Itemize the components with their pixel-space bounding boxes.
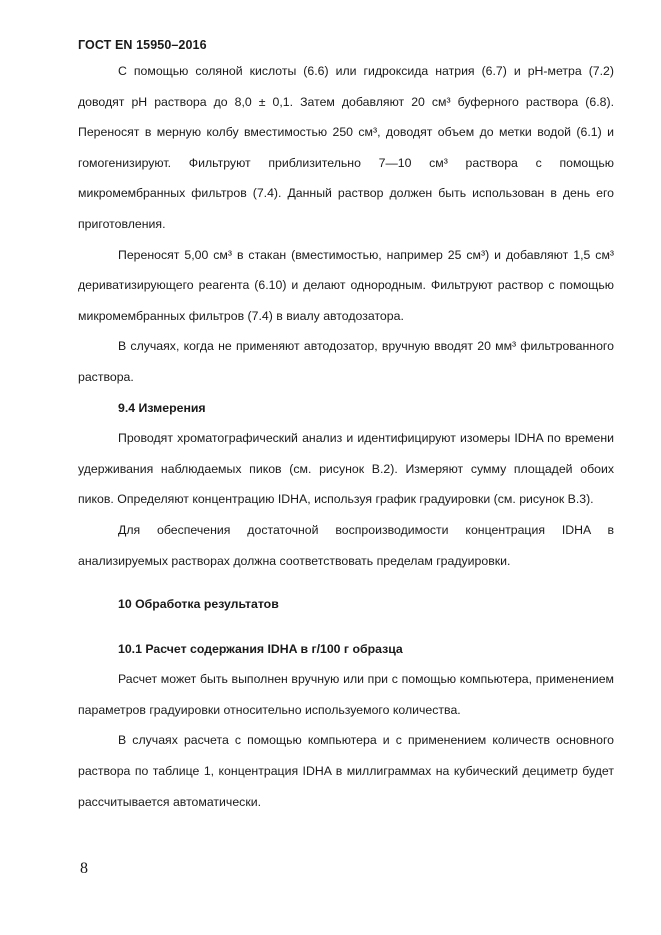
document-body (78, 56, 614, 817)
paragraph-manual-injection: В случаях, когда не применяют автодозатор, вручную вводят 20 мм³ фильтрованного раствора. (78, 339, 614, 384)
paragraph-computer-calculation: В случаях расчета с помощью компьютера и с применением количеств основного раствора по таблице 1, концентрация IDHA в миллиграммах на кубический дециметр будет рассчитывается автоматически. (78, 733, 614, 809)
heading-9-4: 9.4 Измерения (118, 400, 206, 415)
paragraph-reproducibility: Для обеспечения достаточной воспроизводимости концентрация IDHA в анализируемых растворах должна соответствовать пределам градуировки. (78, 522, 614, 568)
paragraph-derivatization: Переносят 5,00 см³ в стакан (вместимостью, например 25 см³) и добавляют 1,5 см³ дериватизирующего реагента (6.10) и делают однородным. Фильтруют раствор с помощью микромембранных фильтров (7.4) в виалу автодозатора. (78, 247, 614, 323)
page-number: 8 (80, 860, 88, 877)
heading-10: 10 Обработка результатов (118, 597, 279, 612)
heading-10-1: 10.1 Расчет содержания IDHA в г/100 г образца (118, 641, 403, 656)
paragraph-sample-prep: С помощью соляной кислоты (6.6) или гидроксида натрия (6.7) и pH-метра (7.2) доводят pH раствора до 8,0 ± 0,1. Затем добавляют 20 см³ буферного раствора (6.8). Переносят в мерную колбу вместимостью 250 см³, доводят объем до метки водой (6.1) и гомогенизируют. Фильтруют приблизительно 7—10 см³ раствора с помощью микромембранных фильтров (7.4). Данный раствор должен быть использован в день его приготовления. (78, 64, 614, 231)
paragraph-measurement: Проводят хроматографический анализ и идентифицируют изомеры IDHA по времени удерживания наблюдаемых пиков (см. рисунок В.2). Измеряют сумму площадей обоих пиков. Определяют концентрацию IDHA, используя график градуировки (см. рисунок В.3). (78, 431, 614, 507)
document-header: ГОСТ EN 15950–2016 (78, 38, 207, 52)
paragraph-calculation: Расчет может быть выполнен вручную или при с помощью компьютера, применением параметров градуировки относительно используемого количества. (78, 672, 614, 717)
